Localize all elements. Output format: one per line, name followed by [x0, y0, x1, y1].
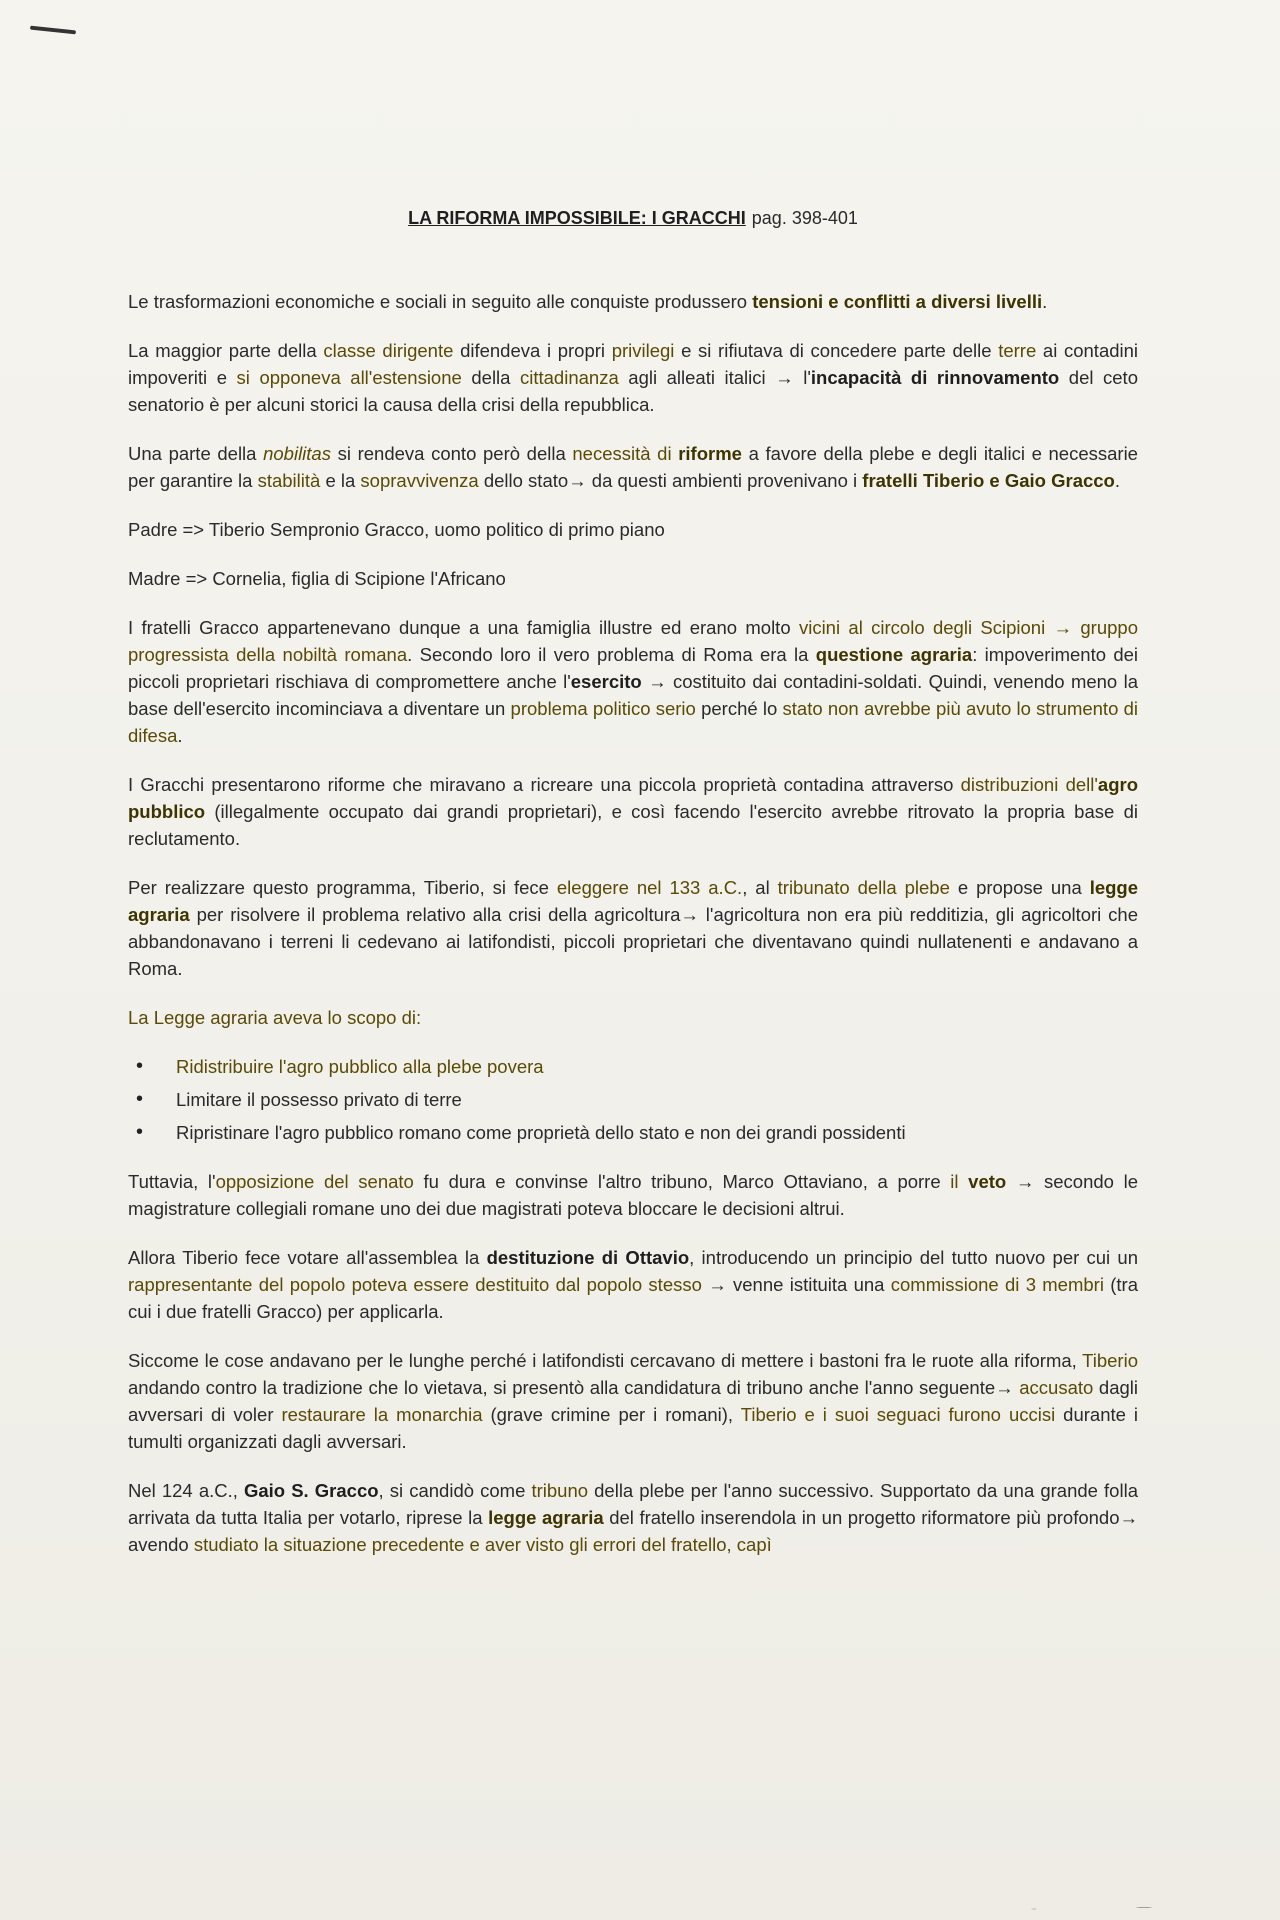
paragraph-6 [128, 874, 1138, 982]
list-item: • Ridistribuire l'agro pubblico alla plebe povera [176, 1053, 1138, 1080]
highlight: vicini al circolo degli Scipioni → gruppo progressista della nobiltà romana [128, 617, 1138, 665]
text: del fratello inserendola in un progetto riformatore più profondo→ avendo [128, 1507, 1138, 1555]
bold-text: incapacità di rinnovamento [810, 367, 1060, 388]
list-item: • Limitare il possesso privato di terre [176, 1086, 1138, 1113]
text: agli alleati italici → l' [618, 367, 811, 388]
text: → secondo le magistrature collegiali romane uno dei due magistrati poteva bloccare le decisioni altrui. [128, 1171, 1138, 1219]
paragraph-7: La Legge agraria aveva lo scopo di: [128, 1007, 422, 1028]
highlight: opposizione del senato [215, 1171, 414, 1192]
text: , si candidò come [378, 1480, 532, 1501]
bold-text: Gaio S. Gracco [243, 1480, 379, 1501]
text: e si rifiutava di concedere parte delle [674, 340, 999, 361]
title-main: LA RIFORMA IMPOSSIBILE: I GRACCHI [408, 208, 746, 228]
bold-text: destituzione di Ottavio [486, 1247, 690, 1268]
text: . Secondo loro il vero problema di Roma era la [407, 644, 816, 665]
text: → costituito dai contadini-soldati. Quindi, venendo meno la base dell'esercito incominciava a diventare un [128, 671, 1138, 719]
highlight: commissione di 3 membri [890, 1274, 1104, 1295]
highlight: stato non avrebbe più avuto lo strumento di difesa [128, 698, 1138, 746]
text: dello stato→ da questi ambienti provenivano i [478, 470, 863, 491]
text: (tra cui i due fratelli Gracco) per applicarla. [128, 1274, 1139, 1322]
text: , al [742, 877, 778, 898]
highlight: stabilità [257, 470, 321, 491]
paragraph-padre: Padre => Tiberio Sempronio Gracco, uomo politico di primo piano [128, 519, 665, 540]
paragraph-8 [128, 1168, 1138, 1222]
text: La maggior parte della [128, 340, 324, 361]
paragraph-3 [128, 440, 1138, 494]
highlight: sopravvivenza [360, 470, 479, 491]
text: Tuttavia, l' [128, 1171, 216, 1192]
highlight: restaurare la monarchia [281, 1404, 483, 1425]
highlight: fratelli Tiberio e Gaio Gracco [862, 470, 1115, 491]
text: della plebe per l'anno successivo. Supportato da una grande folla arrivata da tutta Italia per votarlo, riprese la [128, 1480, 1138, 1528]
paragraph-5 [128, 771, 1138, 852]
text: fu dura e convinse l'altro tribuno, Marco Ottaviano, a porre [413, 1171, 951, 1192]
paragraph-11 [128, 1477, 1138, 1558]
text: e propose una [949, 877, 1090, 898]
highlight: Tiberio e i suoi seguaci furono uccisi [740, 1404, 1056, 1425]
highlight: veto [968, 1171, 1007, 1192]
text: del ceto senatorio è per alcuni storici la causa della crisi della repubblica. [128, 367, 1138, 415]
bold-text: esercito [570, 671, 642, 692]
text: si rendeva conto però della [330, 443, 573, 464]
highlight: accusato [1019, 1377, 1094, 1398]
text: Allora Tiberio fece votare all'assemblea la [128, 1247, 487, 1268]
highlight: il [950, 1171, 969, 1192]
highlight: legge agraria [128, 877, 1139, 925]
page-title [128, 205, 1138, 232]
text: I fratelli Gracco appartenevano dunque a una famiglia illustre ed erano molto [128, 617, 799, 638]
highlight: questione agraria [815, 644, 973, 665]
text: e la [320, 470, 361, 491]
text: andando contro la tradizione che lo vietava, si presentò alla candidatura di tribuno anche l'anno seguente→ [128, 1377, 1020, 1398]
text: (illegalmente occupato dai grandi proprietari), e così facendo l'esercito avrebbe ritrovato la propria base di reclutamento. [128, 801, 1138, 849]
text: perché lo [695, 698, 783, 719]
highlight: Tiberio [1082, 1350, 1138, 1371]
paragraph-madre: Madre => Cornelia, figlia di Scipione l'Africano [128, 568, 506, 589]
highlight: privilegi [611, 340, 675, 361]
highlight: agro pubblico [128, 774, 1139, 822]
highlight: necessità di [572, 443, 679, 464]
text: ai contadini impoveriti e [128, 340, 1139, 388]
text: dagli avversari di voler [128, 1377, 1138, 1425]
text: (grave crimine per i romani), [482, 1404, 741, 1425]
paper-smudge [990, 1902, 1210, 1916]
highlight: tribunato della plebe [777, 877, 950, 898]
paragraph-9 [128, 1244, 1138, 1325]
highlight: riforme [678, 443, 742, 464]
text: a favore della plebe e degli italici e necessarie per garantire la [128, 443, 1138, 491]
text: Per realizzare questo programma, Tiberio, si fece [128, 877, 557, 898]
paragraph-4 [128, 614, 1138, 749]
text: per risolvere il problema relativo alla crisi della agricoltura→ l'agricoltura non era più redditizia, gli agricoltori che abbandonavano i terreni li cedevano ai latifondisti, piccoli proprietari che diventavano quindi nullatenenti e andavano a Roma. [128, 904, 1138, 979]
text: . [1042, 291, 1048, 312]
highlight: eleggere nel 133 a.C. [556, 877, 743, 898]
text: Nel 124 a.C., [128, 1480, 244, 1501]
highlight: classe dirigente [323, 340, 454, 361]
paragraph-10 [128, 1347, 1138, 1455]
highlight: terre [998, 340, 1037, 361]
text: Siccome le cose andavano per le lunghe perché i latifondisti cercavano di mettere i bastoni fra le ruote alla riforma, [128, 1350, 1083, 1371]
text: . [177, 725, 183, 746]
bullet-list [128, 1053, 1138, 1146]
highlight: tribuno [531, 1480, 589, 1501]
highlight: cittadinanza [520, 367, 619, 388]
paragraph-1 [128, 288, 1138, 315]
text: difendeva i propri [453, 340, 612, 361]
highlight: tensioni e conflitti a diversi livelli [752, 291, 1043, 312]
text: → venne istituita una [701, 1274, 891, 1295]
highlight: problema politico serio [510, 698, 696, 719]
text: , introducendo un principio del tutto nuovo per cui un [689, 1247, 1138, 1268]
title-pages: pag. 398-401 [751, 208, 858, 228]
text: durante i tumulti organizzati dagli avversari. [128, 1404, 1138, 1452]
text: Una parte della [128, 443, 264, 464]
text: I Gracchi presentarono riforme che miravano a ricreare una piccola proprietà contadina attraverso [128, 774, 961, 795]
highlight: distribuzioni dell' [960, 774, 1098, 795]
highlight: legge agraria [488, 1507, 604, 1528]
highlight: si opponeva all'estensione [236, 367, 462, 388]
paragraph-2 [128, 337, 1138, 418]
text: Le trasformazioni economiche e sociali in seguito alle conquiste produssero [128, 291, 753, 312]
text: . [1114, 470, 1120, 491]
list-item: • Ripristinare l'agro pubblico romano come proprietà dello stato e non dei grandi possidenti [176, 1119, 1138, 1146]
highlight: studiato la situazione precedente e aver visto gli errori del fratello, capì [193, 1534, 772, 1555]
text: : impoverimento dei piccoli proprietari rischiava di compromettere anche l' [128, 644, 1139, 692]
document-body [128, 205, 1138, 1580]
italic-text: nobilitas [263, 443, 331, 464]
staple-mark [30, 26, 76, 35]
text: della [461, 367, 520, 388]
highlight: rappresentante del popolo poteva essere destituito dal popolo stesso [128, 1274, 702, 1295]
